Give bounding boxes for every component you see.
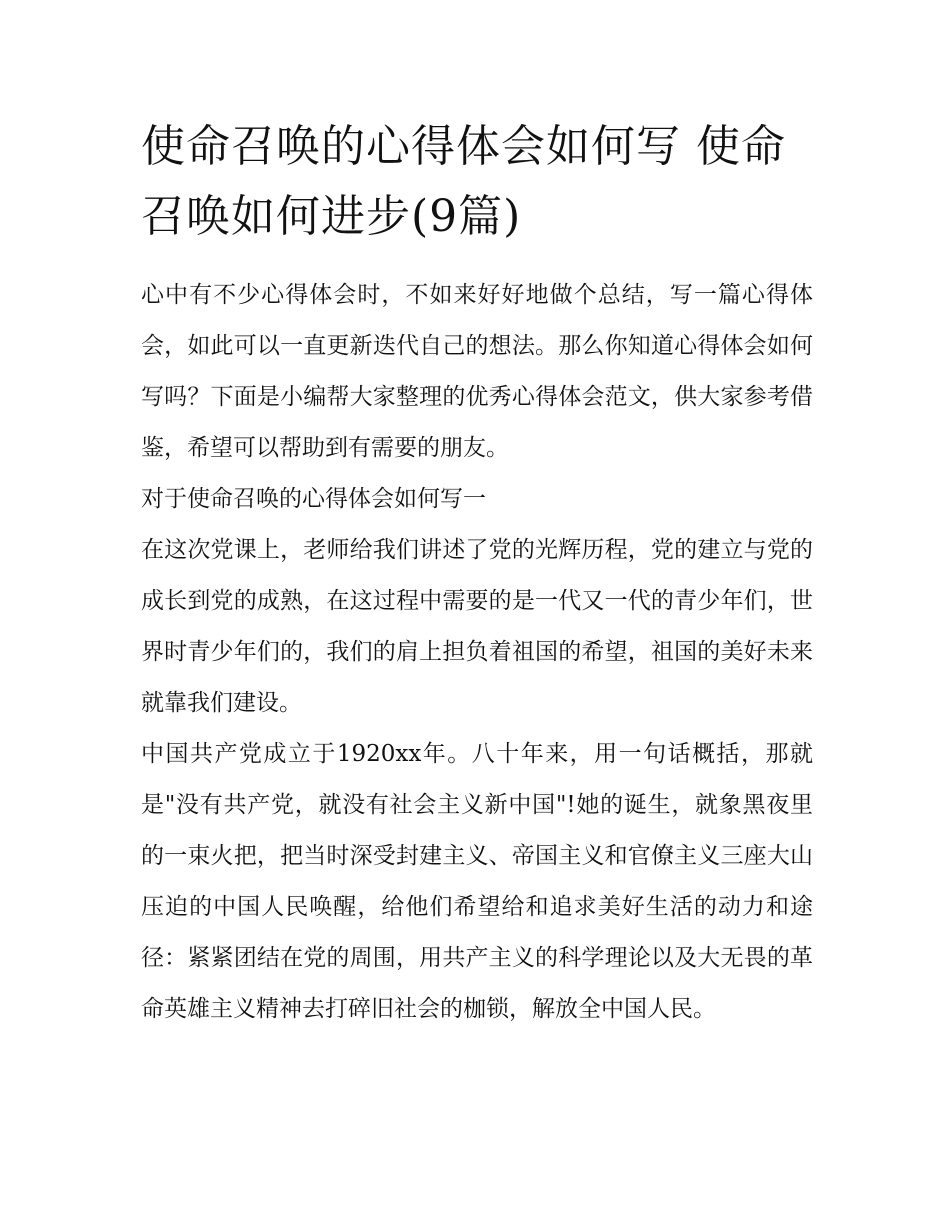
section-heading: 对于使命召唤的心得体会如何写一 bbox=[141, 486, 486, 512]
document-title: 使命召唤的心得体会如何写 使命召唤如何进步(9篇) bbox=[141, 121, 786, 242]
document-body bbox=[141, 270, 813, 1035]
intro-paragraph: 心中有不少心得体会时，不如来好好地做个总结，写一篇心得体会，如此可以一直更新迭代自己的想法。那么你知道心得体会如何写吗？下面是小编帮大家整理的优秀心得体会范文，供大家参考借鉴，希望可以帮助到有需要的朋友。 bbox=[141, 282, 813, 461]
document-page bbox=[141, 112, 813, 1035]
body-paragraph: 在这次党课上，老师给我们讲述了党的光辉历程，党的建立与党的成长到党的成熟，在这过程中需要的是一代又一代的青少年们，世界时青少年们的，我们的肩上担负着祖国的希望，祖国的美好未来就靠我们建设。 bbox=[141, 537, 813, 716]
body-paragraph: 中国共产党成立于1920xx年。八十年来，用一句话概括，那就是"没有共产党，就没有社会主义新中国"!她的诞生，就象黑夜里的一束火把，把当时深受封建主义、帝国主义和官僚主义三座大山压迫的中国人民唤醒，给他们希望给和追求美好生活的动力和途径：紧紧团结在党的周围，用共产主义的科学理论以及大无畏的革命英雄主义精神去打碎旧社会的枷锁，解放全中国人民。 bbox=[141, 741, 813, 1022]
